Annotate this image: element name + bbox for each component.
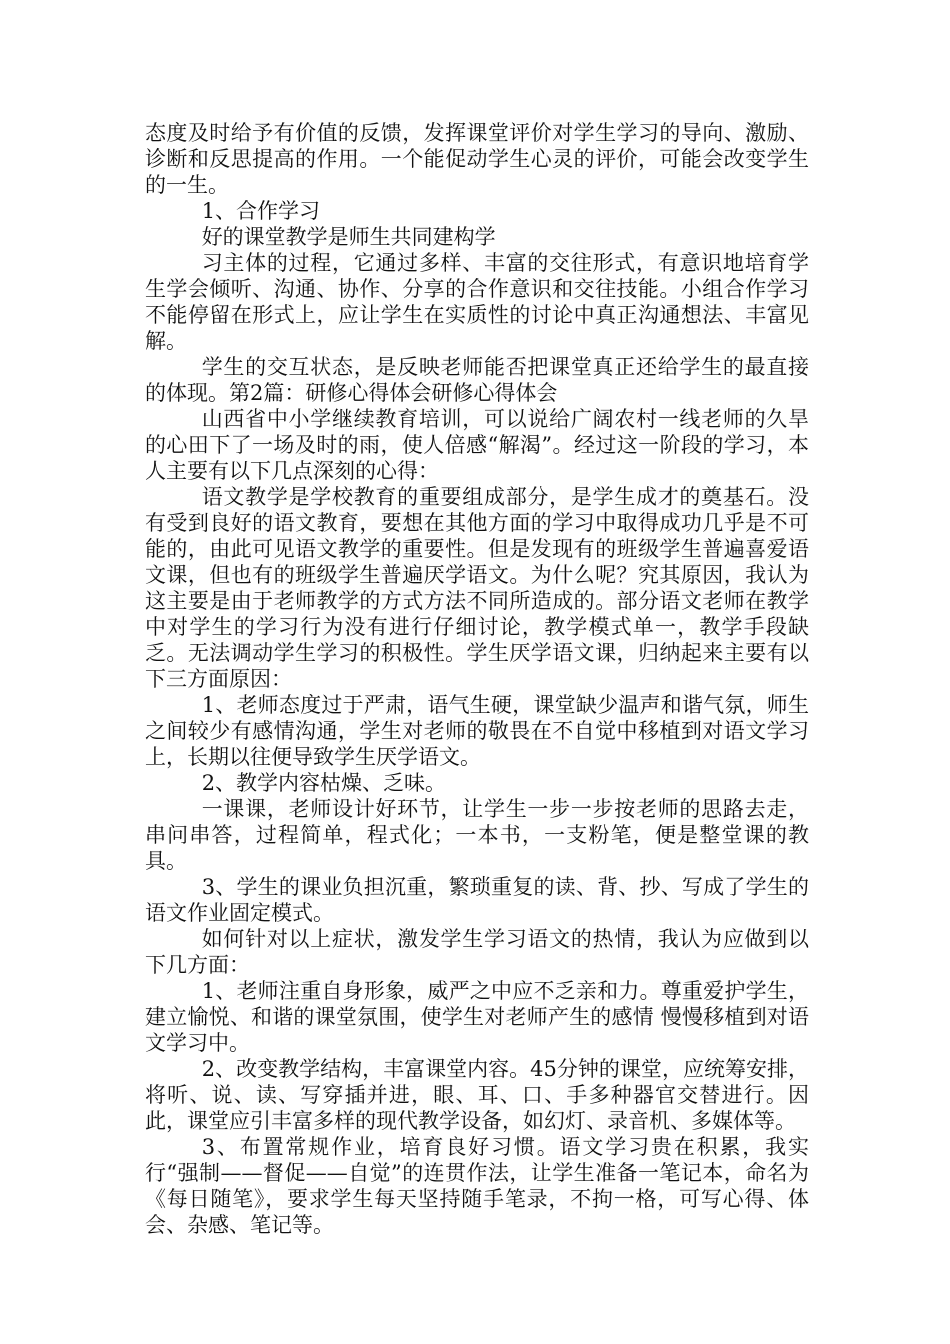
paragraph-good-teaching: 好的课堂教学是师生共同建构学 — [201, 225, 496, 249]
paragraph-measure-3: 3、布置常规作业，培育良好习惯。语文学习贵在积累，我实行“强制——督促——自觉”的连贯作法，让学生准备一笔记本，命名为《每日随笔》，要求学生每天坚持随手笔录，不拘一格，可写心得、体会、杂感、笔记等。 — [145, 1135, 809, 1237]
heading-cooperative-learning: 1、合作学习 — [201, 199, 321, 223]
paragraph-measure-1: 1、老师注重自身形象，威严之中应不乏亲和力。尊重爱护学生，建立愉悦、和谐的课堂氛围，使学生对老师产生的感情 慢慢移植到对语文学习中。 — [145, 979, 809, 1055]
paragraph-evaluation: 态度及时给予有价值的反馈，发挥课堂评价对学生学习的导向、激励、诊断和反思提高的作用。一个能促动学生心灵的评价，可能会改变学生的一生。 — [145, 121, 809, 197]
paragraph-reason-2: 2、教学内容枯燥、乏味。 — [201, 771, 447, 795]
paragraph-lesson-design: 一课课，老师设计好环节，让学生一步一步按老师的思路去走，串问串答，过程简单，程式化；一本书，一支粉笔，便是整堂课的教具。 — [145, 797, 809, 873]
paragraph-how-to: 如何针对以上症状，激发学生学习语文的热情，我认为应做到以下几方面： — [145, 927, 809, 977]
paragraph-chinese-teaching: 语文教学是学校教育的重要组成部分，是学生成才的奠基石。没有受到良好的语文教育，要想在其他方面的学习中取得成功几乎是不可能的，由此可见语文教学的重要性。但是发现有的班级学生普遍喜爱语文课，但也有的班级学生普遍厌学语文。为什么呢？究其原因，我认为这主要是由于老师教学的方式方法不同所造成的。部分语文老师在教学中对学生的学习行为没有进行仔细讨论，教学模式单一，教学手段缺乏。无法调动学生学习的积极性。学生厌学语文课，归纳起来主要有以下三方面原因： — [145, 485, 809, 691]
paragraph-measure-2: 2、改变教学结构，丰富课堂内容。45分钟的课堂，应统筹安排，将听、说、读、写穿插并进，眼、耳、口、手多种器官交替进行。因此，课堂应引丰富多样的现代教学设备，如幻灯、录音机、多媒体等。 — [145, 1057, 809, 1133]
paragraph-shanxi-training: 山西省中小学继续教育培训，可以说给广阔农村一线老师的久旱的心田下了一场及时的雨，使人倍感“解渴”。经过这一阶段的学习，本人主要有以下几点深刻的心得： — [145, 407, 809, 483]
paragraph-reason-1: 1、老师态度过于严肃，语气生硬，课堂缺少温声和谐气氛，师生之间较少有感情沟通，学生对老师的敬畏在不自觉中移植到对语文学习上，长期以往便导致学生厌学语文。 — [145, 693, 809, 769]
document-page — [145, 120, 809, 1238]
paragraph-reason-3: 3、学生的课业负担沉重，繁琐重复的读、背、抄、写成了学生的语文作业固定模式。 — [145, 875, 809, 925]
paragraph-interaction: 学生的交互状态，是反映老师能否把课堂真正还给学生的最直接的体现。第2篇：研修心得体会研修心得体会 — [145, 355, 809, 405]
paragraph-learning-subject: 习主体的过程，它通过多样、丰富的交往形式，有意识地培育学生学会倾听、沟通、协作、分享的合作意识和交往技能。小组合作学习不能停留在形式上，应让学生在实质性的讨论中真正沟通想法、丰富见解。 — [145, 251, 809, 353]
